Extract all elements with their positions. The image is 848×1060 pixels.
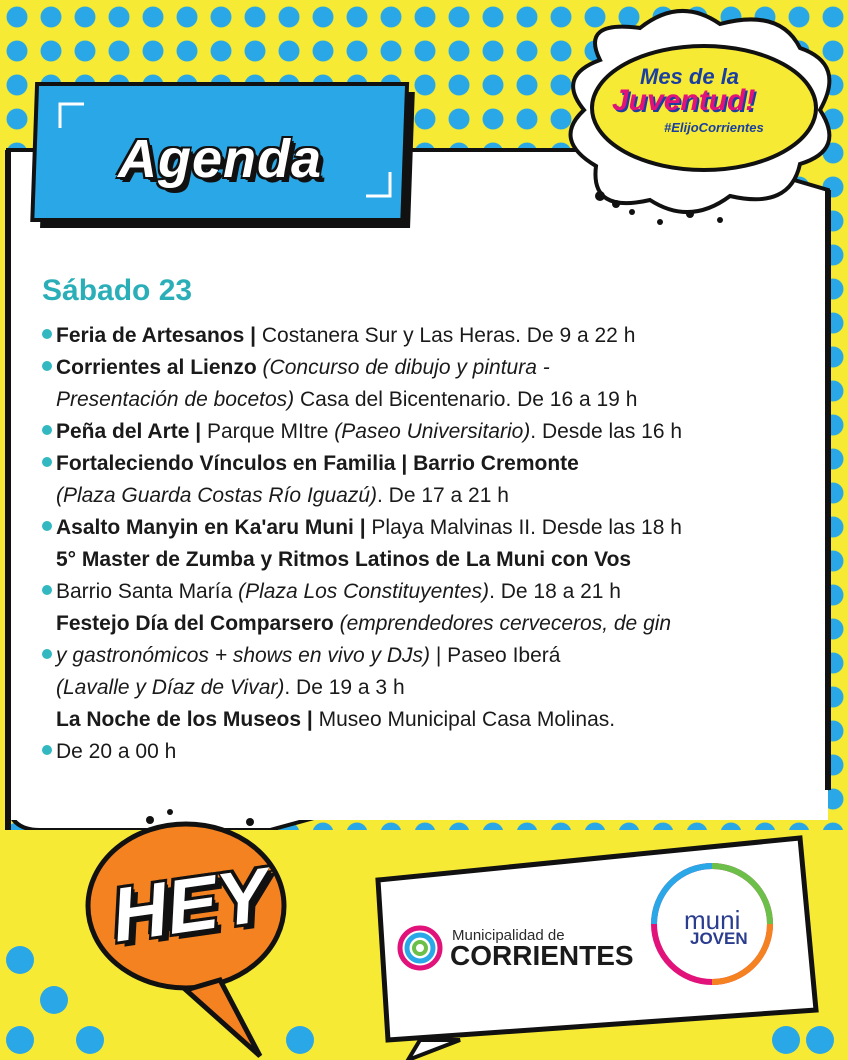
bullet-icon	[42, 649, 52, 659]
bullet-icon	[42, 361, 52, 371]
badge-hashtag: #ElijoCorrientes	[664, 120, 764, 135]
event-line: y gastronómicos + shows en vivo y DJs) | Paseo Iberá	[42, 644, 560, 668]
badge-line-1: Mes de la	[640, 64, 740, 89]
event-line: De 20 a 00 h	[42, 740, 176, 764]
muni-joven-muni: muni	[684, 905, 741, 935]
event-line: (Lavalle y Díaz de Vivar). De 19 a 3 h	[56, 676, 405, 699]
agenda-title: Agenda	[118, 129, 323, 189]
event-line: Presentación de bocetos) Casa del Bicentenario. De 16 a 19 h	[56, 388, 638, 411]
event-line: Feria de Artesanos | Costanera Sur y Las Heras. De 9 a 22 h	[42, 324, 635, 348]
event-line: Peña del Arte | Parque MItre (Paseo Universitario). Desde las 16 h	[42, 420, 682, 444]
bullet-icon	[42, 585, 52, 595]
event-line: Barrio Santa María (Plaza Los Constituyentes). De 18 a 21 h	[42, 580, 621, 604]
day-heading: Sábado 23	[42, 274, 193, 307]
event-line: Corrientes al Lienzo (Concurso de dibujo y pintura -	[42, 356, 550, 380]
event-line: (Plaza Guarda Costas Río Iguazú). De 17 a 21 h	[56, 484, 509, 507]
event-line: Asalto Manyin en Ka'aru Muni | Playa Malvinas II. Desde las 18 h	[42, 516, 682, 540]
hey-text: HEY	[106, 852, 274, 959]
bullet-icon	[42, 457, 52, 467]
municipalidad-label: Municipalidad de	[452, 927, 565, 944]
event-line: 5° Master de Zumba y Ritmos Latinos de La Muni con Vos	[56, 548, 632, 571]
corrientes-label: CORRIENTES	[450, 940, 634, 971]
event-line: Festejo Día del Comparsero (emprendedores cerveceros, de gin	[56, 612, 672, 635]
bullet-icon	[42, 745, 52, 755]
bullet-icon	[42, 425, 52, 435]
event-line: Fortaleciendo Vínculos en Familia | Barrio Cremonte	[42, 452, 579, 476]
bullet-icon	[42, 329, 52, 339]
muni-joven-joven: JOVEN	[690, 929, 748, 948]
badge-line-2: Juventud!	[612, 84, 756, 117]
bullet-icon	[42, 521, 52, 531]
event-line: La Noche de los Museos | Museo Municipal Casa Molinas.	[56, 708, 616, 731]
